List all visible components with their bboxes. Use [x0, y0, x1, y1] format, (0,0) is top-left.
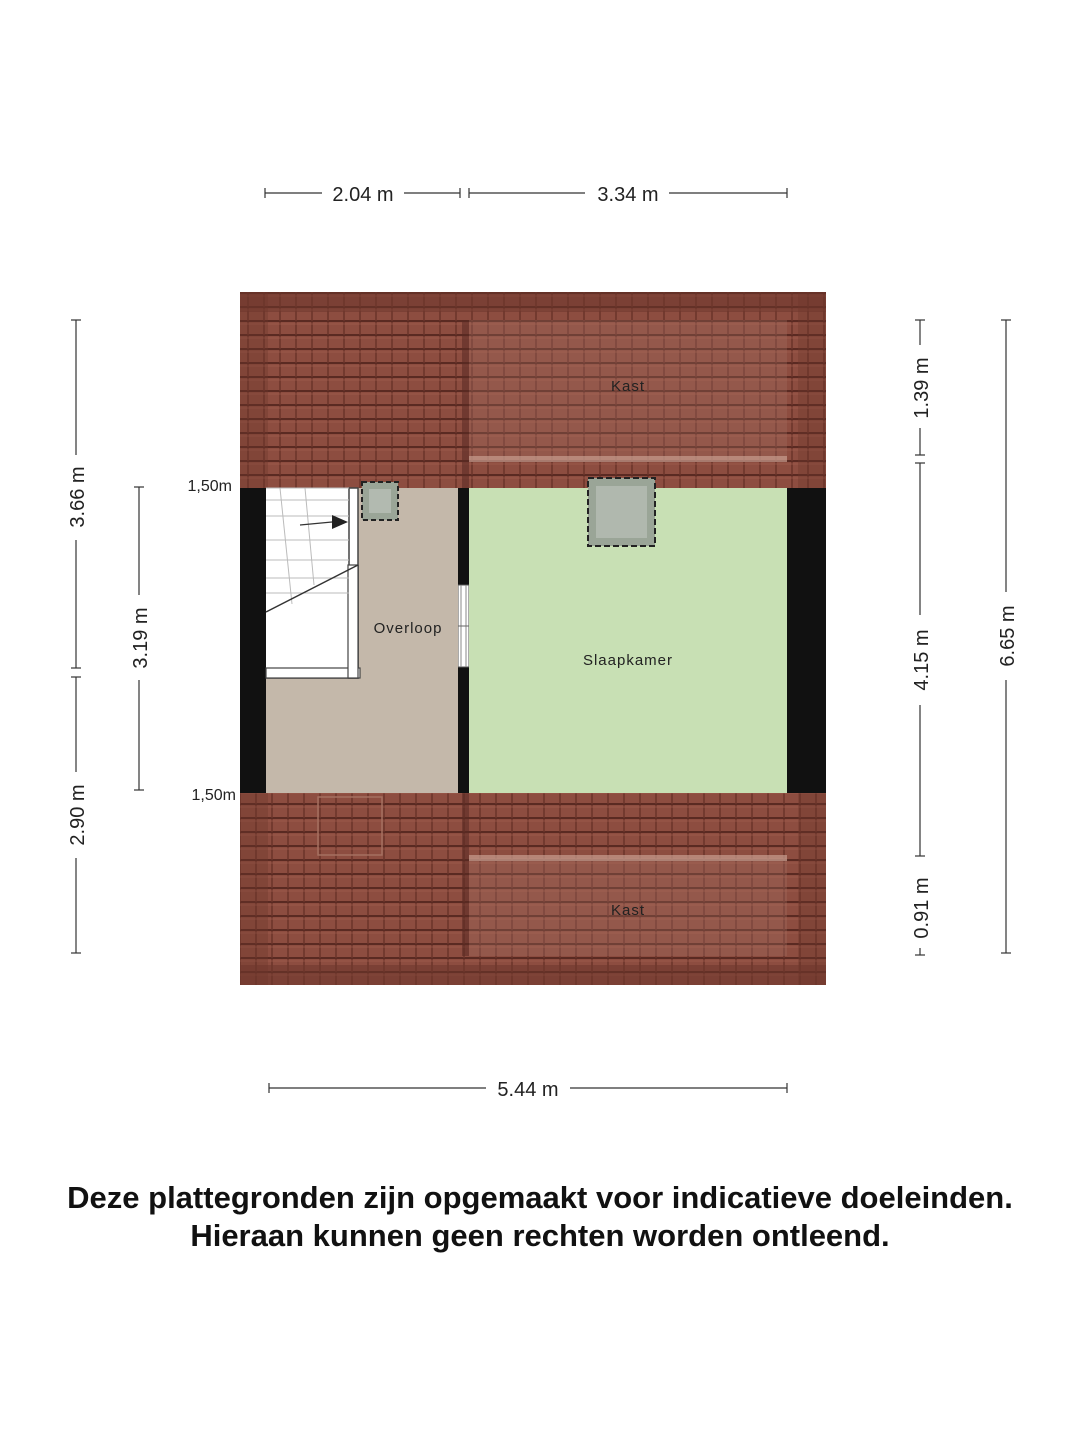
skylight-overloop: [362, 482, 398, 520]
dim-label-top-left: 2.04 m: [332, 184, 394, 206]
dim-left-outer: [71, 320, 81, 953]
kast-bottom-edge: [469, 855, 787, 861]
wall-left: [240, 488, 266, 793]
dim-label-right-middle: 4.15 m: [911, 629, 933, 691]
wall-middle-lower: [458, 667, 469, 793]
dim-label-right-lower: 0.91 m: [911, 877, 933, 939]
height-label-lower: 1,50m: [191, 787, 236, 804]
dim-label-right-upper: 1.39 m: [911, 357, 933, 419]
label-overloop: Overloop: [373, 620, 443, 637]
dim-label-bottom: 5.44 m: [497, 1079, 559, 1101]
wall-middle-upper: [458, 488, 469, 585]
dim-label-right-total: 6.65 m: [997, 605, 1019, 667]
dim-label-top-right: 3.34 m: [597, 184, 659, 206]
dim-label-left-upper: 3.66 m: [67, 466, 89, 528]
height-label-upper: 1,50m: [187, 478, 232, 495]
skylight-slaapkamer: [588, 478, 655, 546]
label-kast-top: Kast: [610, 378, 646, 395]
staircase: [266, 488, 360, 678]
wall-right: [787, 488, 826, 793]
roof-bottom: [240, 793, 826, 985]
kast-top-edge: [469, 456, 787, 462]
disclaimer-line-1: Deze plattegronden zijn opgemaakt voor indicatieve doeleinden.: [67, 1180, 1013, 1215]
dim-label-left-lower: 2.90 m: [67, 784, 89, 846]
label-slaapkamer: Slaapkamer: [582, 652, 674, 669]
dim-label-left-inner: 3.19 m: [130, 607, 152, 669]
label-kast-bottom: Kast: [610, 902, 646, 919]
disclaimer-line-2: Hieraan kunnen geen rechten worden ontleend.: [190, 1218, 890, 1253]
